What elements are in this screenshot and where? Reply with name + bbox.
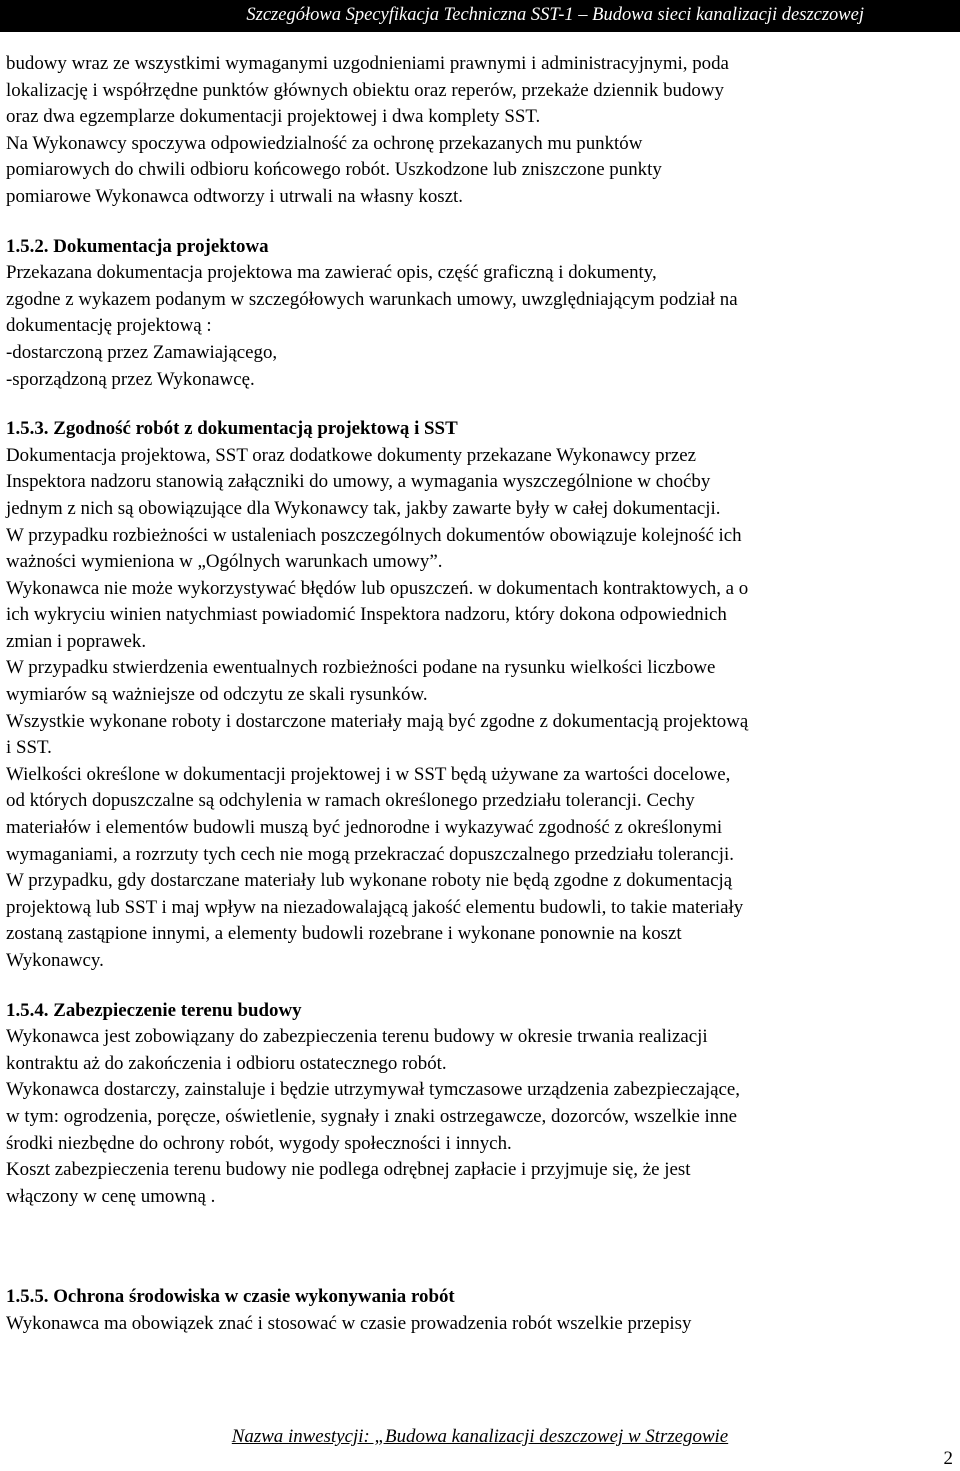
- section-heading: 1.5.2. Dokumentacja projektowa: [6, 235, 269, 257]
- text-line: projektową lub SST i maj wpływ na niezadowalającą jakość elementu budowli, to takie materiały: [6, 896, 744, 918]
- text-line: Na Wykonawcy spoczywa odpowiedzialność za ochronę przekazanych mu punktów: [6, 132, 643, 154]
- section-1-5-2: [6, 234, 924, 394]
- page-header: [0, 0, 960, 32]
- intro-paragraph: [6, 51, 924, 211]
- text-line: zgodne z wykazem podanym w szczegółowych warunkach umowy, uwzględniającym podział na: [6, 288, 738, 310]
- text-line: zostaną zastąpione innymi, a elementy budowli rozebrane i wykonane ponownie na koszt: [6, 923, 682, 945]
- investment-name: Nazwa inwestycji: „Budowa kanalizacji deszczowej w Strzegowie: [231, 1426, 729, 1447]
- text-line: W przypadku rozbieżności w ustaleniach poszczególnych dokumentów obowiązuje kolejność ich: [6, 524, 742, 546]
- section-1-5-3: [6, 416, 924, 974]
- text-line: ich wykryciu winien natychmiast powiadomić Inspektora nadzoru, który dokona odpowiednich: [6, 604, 727, 626]
- text-line: włączony w cenę umowną .: [6, 1185, 216, 1207]
- text-line: Wykonawca jest zobowiązany do zabezpieczenia terenu budowy w okresie trwania realizacji: [6, 1026, 708, 1048]
- text-line: dokumentację projektową :: [6, 315, 212, 337]
- text-line: Inspektora nadzoru stanowią załączniki do umowy, a wymagania wyszczególnione w choćby: [6, 471, 711, 493]
- text-line: kontraktu aż do zakończenia i odbioru ostatecznego robót.: [6, 1052, 447, 1074]
- text-line: pomiarowych do chwili odbioru końcowego robót. Uszkodzone lub zniszczone punkty: [6, 159, 662, 181]
- page-footer: [0, 1424, 960, 1450]
- text-line: budowy wraz ze wszystkimi wymaganymi uzgodnieniami prawnymi i administracyjnymi, poda: [6, 53, 729, 74]
- text-line: Dokumentacja projektowa, SST oraz dodatkowe dokumenty przekazane Wykonawcy przez: [6, 444, 697, 466]
- document-body: [6, 51, 924, 1338]
- text-line: W przypadku, gdy dostarczane materiały lub wykonane roboty nie będą zgodne z dokumentacją: [6, 870, 733, 892]
- text-line: W przypadku stwierdzenia ewentualnych rozbieżności podane na rysunku wielkości liczbowe: [6, 657, 716, 679]
- text-line: Wielkości określone w dokumentacji projektowej i w SST będą używane za wartości docelowe,: [6, 763, 731, 785]
- text-line: od których dopuszczalne są odchylenia w ramach określonego przedziału tolerancji. Cechy: [6, 790, 695, 812]
- section-1-5-5: [6, 1284, 924, 1337]
- section-heading: 1.5.5. Ochrona środowiska w czasie wykonywania robót: [6, 1286, 455, 1308]
- text-line: Wykonawca nie może wykorzystywać błędów lub opuszczeń. w dokumentach kontraktowych, a o: [6, 577, 749, 599]
- section-heading: 1.5.4. Zabezpieczenie terenu budowy: [6, 999, 302, 1021]
- text-line: oraz dwa egzemplarze dokumentacji projektowej i dwa komplety SST.: [6, 106, 541, 128]
- text-line: i SST.: [6, 737, 52, 759]
- text-line: Wykonawca dostarczy, zainstaluje i będzie utrzymywał tymczasowe urządzenia zabezpieczające,: [6, 1079, 740, 1101]
- section-heading: 1.5.3. Zgodność robót z dokumentacją projektową i SST: [6, 418, 458, 440]
- text-line: wymaganiami, a rozrzuty tych cech nie mogą przekraczać dopuszczalnego przedziału tolerancji.: [6, 843, 734, 865]
- text-line: wymiarów są ważniejsze od odczytu ze skali rysunków.: [6, 684, 428, 706]
- text-line: materiałów i elementów budowli muszą być jednorodne i wykazywać zgodność z określonymi: [6, 817, 723, 839]
- text-line: pomiarowe Wykonawca odtworzy i utrwali na własny koszt.: [6, 185, 464, 207]
- text-line: Wykonawca ma obowiązek znać i stosować w czasie prowadzenia robót wszelkie przepisy: [6, 1312, 692, 1334]
- text-line: Wszystkie wykonane roboty i dostarczone materiały mają być zgodne z dokumentacją projektową: [6, 710, 749, 732]
- text-line: -sporządzoną przez Wykonawcę.: [6, 368, 255, 390]
- text-line: jednym z nich są obowiązujące dla Wykonawcy tak, jakby zawarte były w całej dokumentacji.: [6, 497, 721, 519]
- text-line: lokalizację i współrzędne punktów głównych obiektu oraz reperów, przekaże dziennik budowy: [6, 79, 724, 101]
- text-line: -dostarczoną przez Zamawiającego,: [6, 341, 278, 363]
- text-line: Wykonawcy.: [6, 950, 104, 971]
- text-line: w tym: ogrodzenia, poręcze, oświetlenie, sygnały i znaki ostrzegawcze, dozorców, wszelkie inne: [6, 1105, 738, 1127]
- text-line: środki niezbędne do ochrony robót, wygody społeczności i innych.: [6, 1132, 512, 1154]
- page-number: 2: [943, 1448, 953, 1469]
- section-1-5-4: [6, 998, 924, 1211]
- text-line: Przekazana dokumentacja projektowa ma zawierać opis, część graficzną i dokumenty,: [6, 262, 657, 284]
- text-line: Koszt zabezpieczenia terenu budowy nie podlega odrębnej zapłacie i przyjmuje się, że jest: [6, 1159, 691, 1181]
- header-title: Szczegółowa Specyfikacja Techniczna SST-1 – Budowa sieci kanalizacji deszczowej: [246, 5, 864, 25]
- text-line: ważności wymieniona w „Ogólnych warunkach umowy”.: [6, 551, 443, 573]
- text-line: zmian i poprawek.: [6, 630, 147, 652]
